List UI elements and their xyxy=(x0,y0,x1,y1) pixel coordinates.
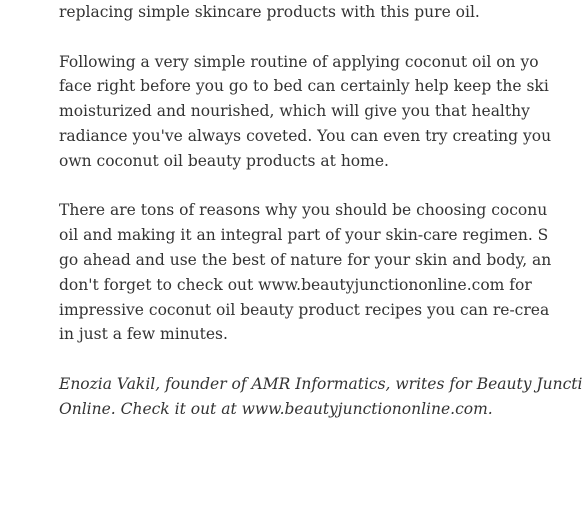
paragraph-spacer xyxy=(59,174,529,199)
paragraph-spacer xyxy=(59,347,529,372)
paragraph-reasons xyxy=(59,198,552,347)
paragraph-routine xyxy=(59,50,552,174)
text-line: replacing simple skincare products with this pure oil. xyxy=(59,3,480,21)
text-line: own coconut oil beauty products at home. xyxy=(59,151,389,170)
text-line: go ahead and use the best of nature for your skin and body, an xyxy=(59,250,552,269)
text-line: radiance you've always coveted. You can even try creating you xyxy=(59,126,552,145)
paragraph-spacer xyxy=(59,25,529,50)
text-line: don't forget to check out www.beautyjunctiononline.com for xyxy=(59,275,532,294)
text-line: There are tons of reasons why you should be choosing coconu xyxy=(59,201,548,220)
text-line: Enozia Vakil, founder of AMR Informatics, writes for Beauty Juncti xyxy=(59,374,582,393)
text-line: in just a few minutes. xyxy=(59,325,228,344)
text-line: face right before you go to bed can certainly help keep the ski xyxy=(59,77,549,96)
text-line: oil and making it an integral part of your skin-care regimen. S xyxy=(59,226,549,245)
article-body xyxy=(59,0,582,422)
author-bio xyxy=(59,372,582,422)
text-line: moisturized and nourished, which will give you that healthy xyxy=(59,102,530,121)
paragraph-intro-tail xyxy=(59,0,529,25)
text-line: impressive coconut oil beauty product recipes you can re-crea xyxy=(59,300,550,319)
text-line: Following a very simple routine of applying coconut oil on yo xyxy=(59,52,539,71)
text-line: Online. Check it out at www.beautyjunctiononline.com. xyxy=(59,399,493,418)
